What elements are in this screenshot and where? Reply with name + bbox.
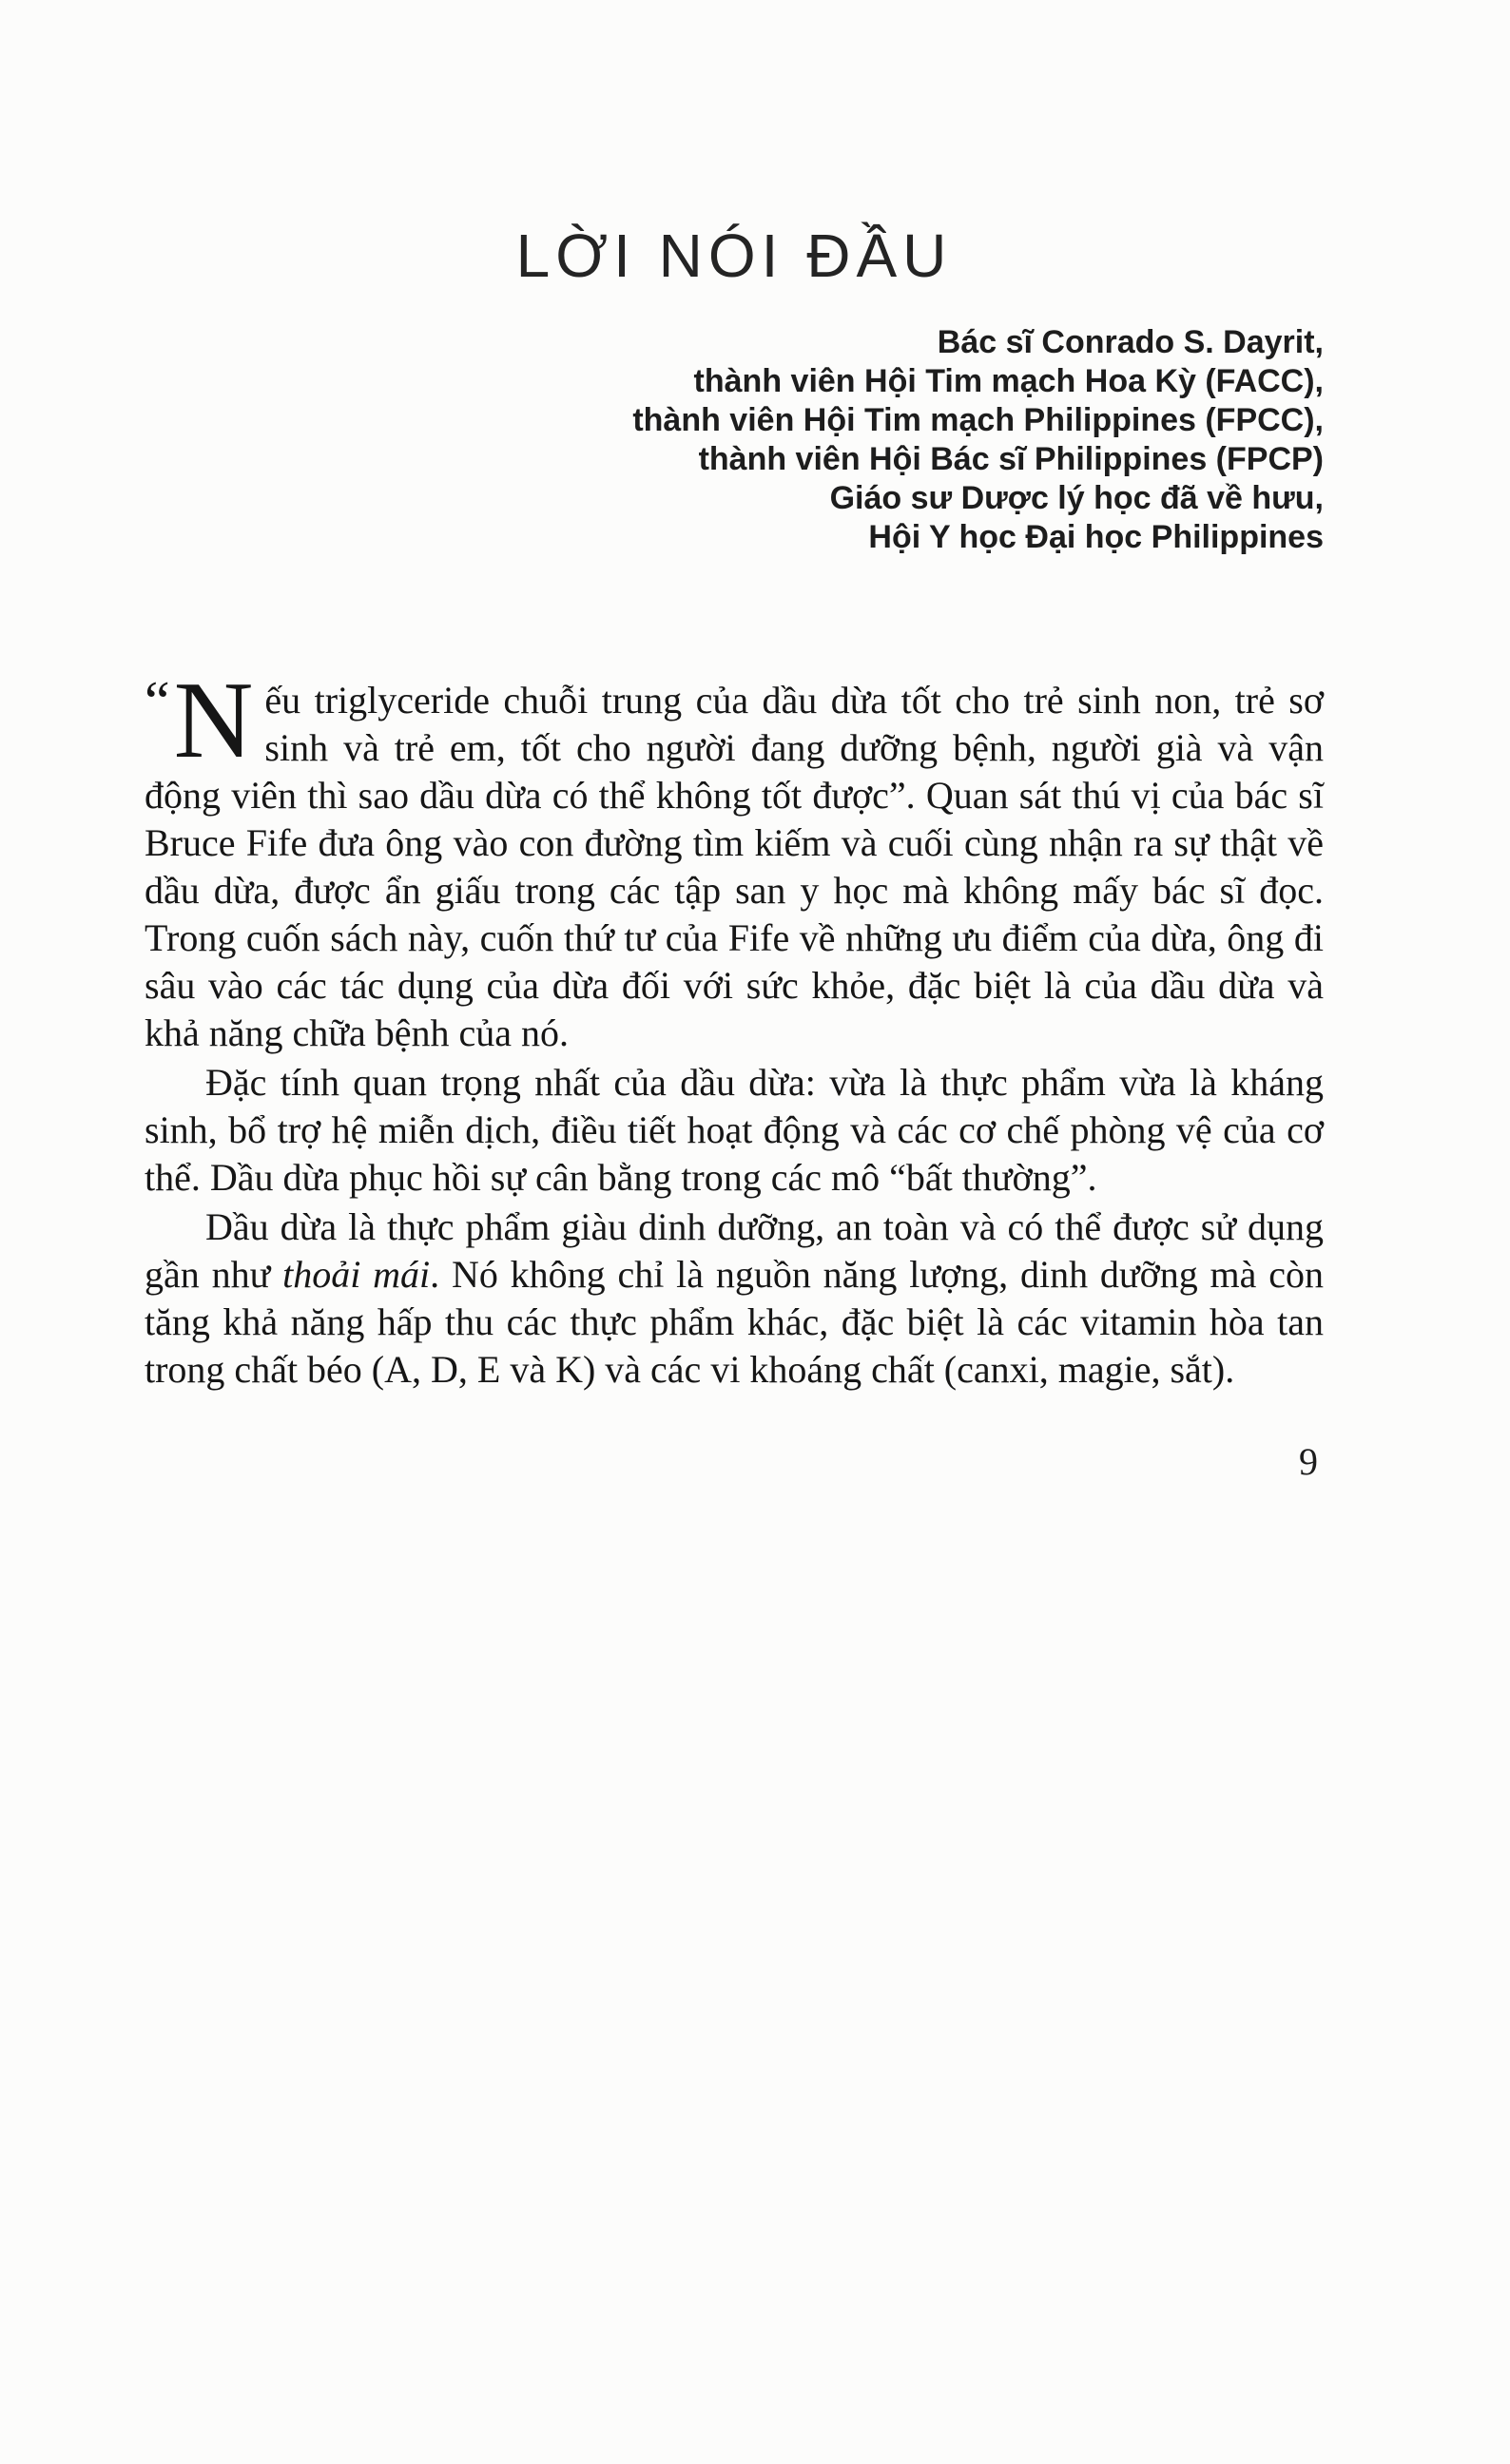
paragraph-3: [145, 1203, 1324, 1394]
paragraph-3-part1: Dầu dừa là thực phẩm giàu dinh dưỡng, an toàn và có thể được sử dụng gần như: [145, 1205, 1324, 1297]
byline-line: thành viên Hội Tim mạch Philippines (FPCC),: [632, 402, 1324, 439]
dropcap-letter: N: [173, 660, 254, 782]
body-text: [145, 660, 1324, 1394]
byline-line: thành viên Hội Bác sĩ Philippines (FPCP): [698, 441, 1324, 478]
paragraph-3-part2: . Nó không chỉ là nguồn năng lượng, dinh dưỡng mà còn tăng khả năng hấp thu các thực phẩm khác, đặc biệt là các vitamin hòa tan trong chất béo (A, D, E và K) và các vi khoáng chất (canxi, magie, sắt).: [145, 1253, 1324, 1392]
paragraph-1-text: ếu triglyceride chuỗi trung của dầu dừa tốt cho trẻ sinh non, trẻ sơ sinh và trẻ em, tốt cho người đang dưỡng bệnh, người già và vận động viên thì sao dầu dừa có thể không tốt được”. Quan sát thú vị của bác sĩ Bruce Fife đưa ông vào con đường tìm kiếm và cuối cùng nhận ra sự thật về dầu dừa, được ẩn giấu trong các tập san y học mà không mấy bác sĩ đọc. Trong cuốn sách này, cuốn thứ tư của Fife về những ưu điểm của dừa, ông đi sâu vào các tác dụng của dừa đối với sức khỏe, đặc biệt là của dầu dừa và khả năng chữa bệnh của nó.: [145, 679, 1324, 1055]
paragraph-3-italic: thoải mái: [282, 1253, 431, 1297]
page-title: LỜI NÓI ĐẦU: [515, 221, 953, 290]
paragraph-1: [145, 660, 1324, 1057]
opening-quote-mark: “: [145, 670, 170, 734]
page-content: [145, 0, 1324, 1484]
byline-author: Bác sĩ Conrado S. Dayrit,: [937, 324, 1324, 361]
paragraph-2: Đặc tính quan trọng nhất của dầu dừa: vừa là thực phẩm vừa là kháng sinh, bổ trợ hệ miễn dịch, điều tiết hoạt động và các cơ chế phòng vệ của cơ thể. Dầu dừa phục hồi sự cân bằng trong các mô “bất thường”.: [145, 1061, 1324, 1200]
page-number: 9: [1299, 1440, 1318, 1484]
dropcap-group: [145, 660, 254, 782]
byline-line: Giáo sư Dược lý học đã về hưu,: [829, 480, 1324, 517]
byline-line: thành viên Hội Tim mạch Hoa Kỳ (FACC),: [693, 363, 1324, 400]
byline: [145, 323, 1324, 557]
byline-line: Hội Y học Đại học Philippines: [868, 519, 1324, 556]
